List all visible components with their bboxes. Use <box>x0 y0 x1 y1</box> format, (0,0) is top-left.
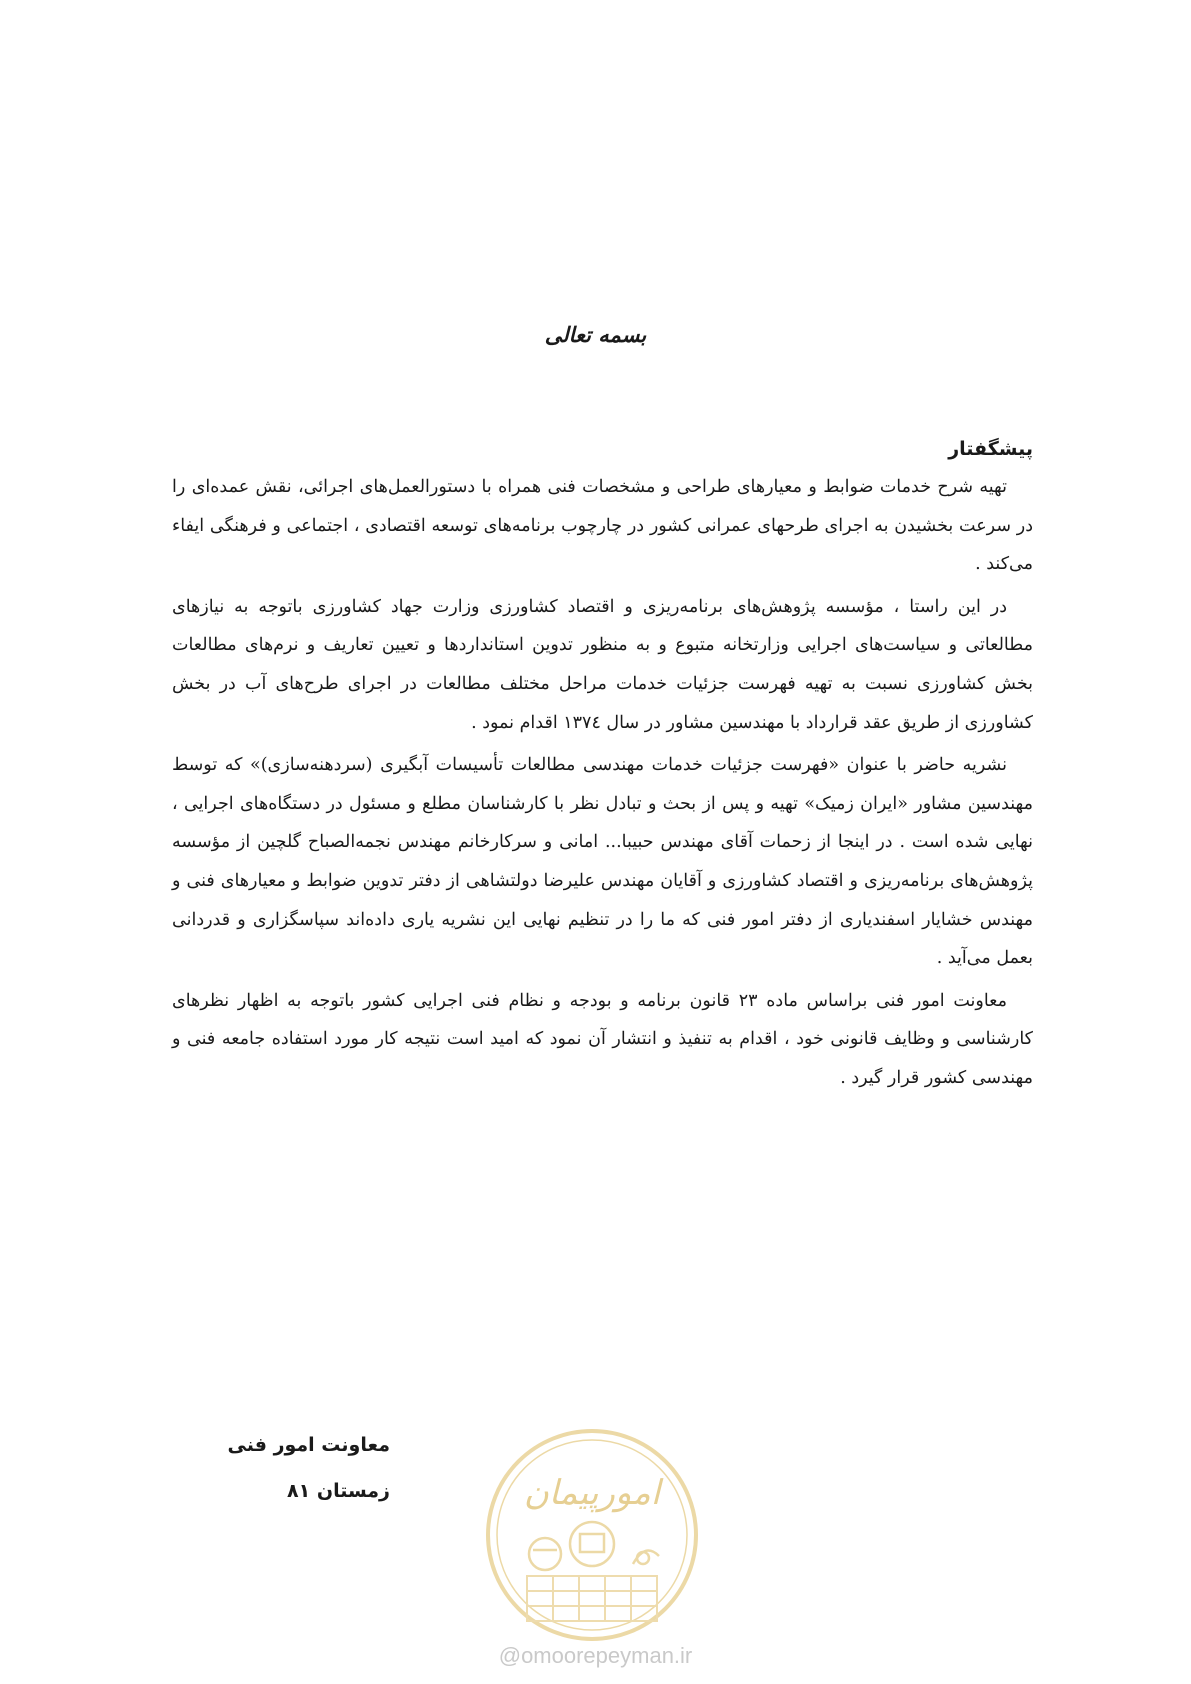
seal-grid-icon <box>527 1576 657 1621</box>
paragraph-2: در این راستا ، مؤسسه پژوهش‌های برنامه‌ریزی و اقتصاد کشاورزی وزارت جهاد کشاورزی باتوجه به نیازهای مطالعاتی و سیاست‌های اجرایی وزارتخانه متبوع و به منظور تدوین استانداردها و تعیین تعاریف و نرم‌های مطالعات بخش کشاورزی نسبت به تهیه فهرست جزئیات خدمات مراحل مختلف مطالعات در اجرای طرح‌های آب در بخش کشاورزی از طریق عقد قرارداد با مهندسین مشاور در سال ۱۳۷٤ اقدام نمود . <box>172 596 1033 733</box>
paragraph-1: تهیه شرح خدمات ضوابط و معیارهای طراحی و مشخصات فنی همراه با دستورالعمل‌های اجرائی، نقش عمده‌ای را در سرعت بخشیدن به اجرای طرحهای عمرانی کشور در چارچوب برنامه‌های توسعه اقتصادی ، اجتماعی و فرهنگی ایفاء می‌کند . <box>172 477 1033 575</box>
signature-office: معاونت امور فنی <box>227 1434 390 1456</box>
signature-block <box>150 1422 390 1514</box>
paragraph-4: معاونت امور فنی براساس ماده ۲۳ قانون برنامه و بودجه و نظام فنی اجرایی کشور باتوجه به اظهار نظرهای کارشناسی و وظایف قانونی خود ، اقدام به تنفیذ و انتشار آن نمود که امید است نتیجه کار مورد استفاده جامعه فنی و مهندسی کشور قرار گیرد . <box>172 990 1033 1088</box>
seal-emblems-icon <box>529 1522 659 1570</box>
preface-body <box>172 468 1033 1102</box>
paragraph-3: نشریه حاضر با عنوان «فهرست جزئیات خدمات مهندسی مطالعات تأسیسات آبگیری (سردهنه‌سازی)» که توسط مهندسین مشاور «ایران زمیک» تهیه و پس از بحث و تبادل نظر با کارشناسان مطلع و مسئول در دستگاه‌های اجرایی ، نهایی شده است . در اینجا از زحمات آقای مهندس حبیبا... امانی و سرکارخانم مهندس نجمه‌الصباح گلچین از مؤسسه پژوهش‌های برنامه‌ریزی و اقتصاد کشاورزی و آقایان مهندس علیرضا دولتشاهی از دفتر تدوین ضوابط و معیارهای فنی و مهندس خشایار اسفندیاری از دفتر امور فنی که ما را در تنظیم نهایی این نشریه یاری داده‌اند سپاسگزاری و قدردانی بعمل می‌آید . <box>172 755 1033 969</box>
signature-date: زمستان ۸۱ <box>287 1480 390 1502</box>
seal-lettering: امورپیمان <box>523 1473 661 1513</box>
section-heading: پیشگفتار <box>948 438 1033 460</box>
invocation: بسمه تعالی <box>544 322 647 347</box>
seal-stamp-icon <box>483 1426 701 1644</box>
watermark: @omoorepeyman.ir <box>498 1643 693 1668</box>
